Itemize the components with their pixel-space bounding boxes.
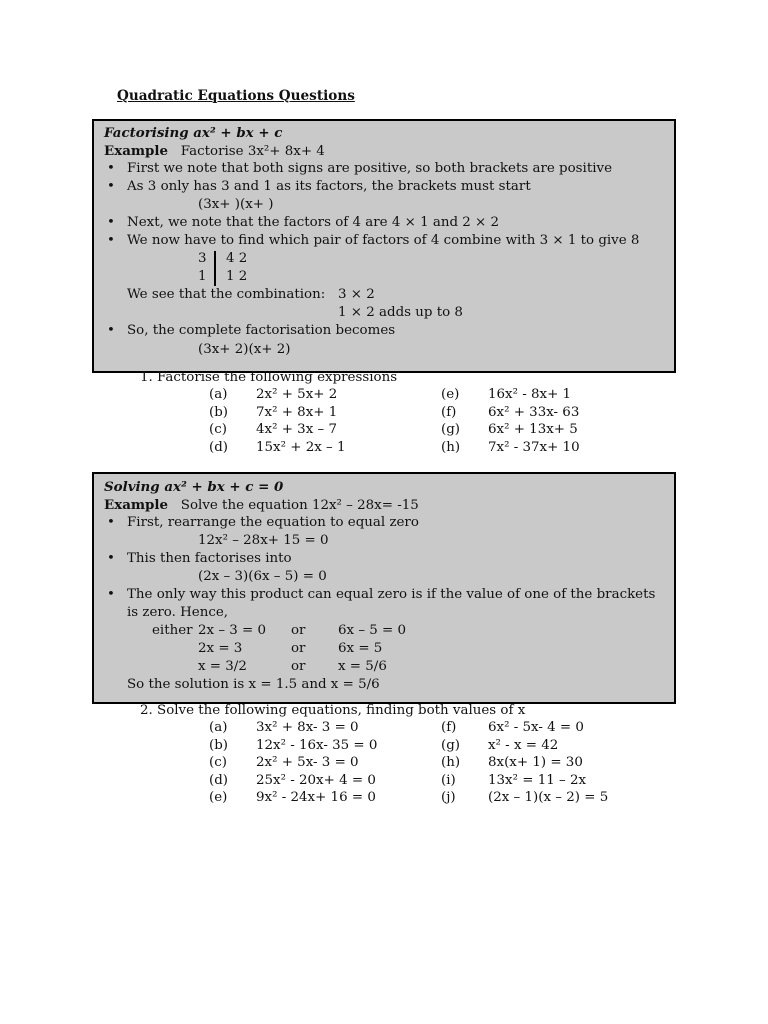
box2-bullet-1: • First, rearrange the equation to equal zero	[127, 514, 419, 532]
question-item-label: (e)	[441, 387, 460, 402]
question-item-expression: 3x² + 8x- 3 = 0	[256, 720, 359, 735]
box2-bullet-2: • This then factorises into	[127, 550, 292, 568]
solve-row-2-right: 6x = 5	[338, 641, 383, 656]
box1-bracket-start: (3x+ )(x+ )	[198, 197, 274, 212]
box1-bullet-4: • We now have to find which pair of factors of 4 combine with 3 × 1 to give 8	[127, 232, 639, 250]
question-item-expression: 6x² + 13x+ 5	[488, 422, 578, 437]
question-item-expression: 25x² - 20x+ 4 = 0	[256, 772, 376, 788]
question-item-expression: x² - x = 42	[488, 737, 559, 753]
box1-example-label: Example	[104, 143, 169, 159]
question-item-expression: 2x² + 5x+ 2	[256, 387, 338, 402]
question-item-expression: 12x² - 16x- 35 = 0	[256, 737, 378, 753]
question-item-expression: 2x² + 5x- 3 = 0	[256, 755, 359, 770]
box2-rearranged: 12x² – 28x+ 15 = 0	[198, 533, 329, 548]
box1-bullet-5: • So, the complete factorisation becomes	[127, 322, 395, 340]
question-item-label: (d)	[209, 772, 229, 788]
page-title: Quadratic Equations Questions	[117, 88, 355, 104]
question-item-label: (b)	[209, 404, 229, 420]
factor-table-left-1: 3	[198, 251, 207, 266]
box2-solution: So the solution is x = 1.5 and x = 5/6	[127, 677, 380, 692]
factorising-example-box	[92, 119, 676, 373]
box2-example	[104, 496, 419, 515]
question-item-label: (c)	[209, 422, 227, 437]
combination-2: 1 × 2 adds up to 8	[338, 305, 463, 320]
solve-row-2-or: or	[291, 641, 306, 656]
factor-table-right-2: 1 2	[226, 269, 248, 284]
combination-lead: We see that the combination:	[127, 287, 326, 302]
question-item-label: (b)	[209, 737, 229, 753]
question-item-expression: 8x(x+ 1) = 30	[488, 755, 583, 770]
box2-bullet-3: • The only way this product can equal zero is if the value of one of the brackets	[127, 586, 655, 604]
question-item-label: (h)	[441, 439, 461, 455]
box1-example	[104, 142, 325, 161]
question-item-label: (c)	[209, 755, 227, 770]
solve-row-3-left: x = 3/2	[198, 659, 247, 674]
question-item-label: (g)	[441, 422, 461, 437]
combination-1: 3 × 2	[338, 287, 375, 302]
question-2-prompt: 2. Solve the following equations, finding both values of x	[140, 703, 526, 718]
box2-heading: Solving ax² + bx + c = 0	[104, 479, 284, 495]
question-item-expression: 7x² - 37x+ 10	[488, 439, 580, 455]
box1-bullet-1: • First we note that both signs are positive, so both brackets are positive	[127, 160, 612, 178]
box1-bullet-3: • Next, we note that the factors of 4 are 4 × 1 and 2 × 2	[127, 214, 499, 232]
box2-factorised: (2x – 3)(6x – 5) = 0	[198, 569, 327, 584]
question-item-expression: 6x² - 5x- 4 = 0	[488, 720, 584, 735]
solve-row-1-left: 2x – 3 = 0	[198, 623, 267, 638]
question-item-expression: 6x² + 33x- 63	[488, 404, 580, 420]
box2-example-label: Example	[104, 497, 169, 513]
question-item-label: (f)	[441, 404, 457, 420]
question-item-expression: 16x² - 8x+ 1	[488, 387, 572, 402]
either-label: either	[152, 623, 193, 638]
question-item-label: (d)	[209, 439, 229, 455]
solve-row-1-right: 6x – 5 = 0	[338, 623, 407, 638]
box2-example-text: Solve the equation 12x² – 28x= -15	[180, 498, 419, 513]
box1-final-factorisation: (3x+ 2)(x+ 2)	[198, 342, 291, 357]
box1-bullet-2: • As 3 only has 3 and 1 as its factors, the brackets must start	[127, 178, 531, 196]
factor-table-right-1: 4 2	[226, 251, 248, 266]
question-item-expression: (2x – 1)(x – 2) = 5	[488, 790, 609, 805]
question-item-label: (i)	[441, 772, 456, 788]
question-item-label: (g)	[441, 737, 461, 753]
question-item-expression: 15x² + 2x – 1	[256, 439, 346, 455]
question-1-prompt: 1. Factorise the following expressions	[140, 370, 398, 385]
question-item-label: (h)	[441, 755, 461, 770]
solve-row-2-left: 2x = 3	[198, 641, 243, 656]
question-item-label: (a)	[209, 720, 228, 735]
solve-row-3-right: x = 5/6	[338, 659, 387, 674]
question-item-expression: 9x² - 24x+ 16 = 0	[256, 790, 376, 805]
factor-table-left-2: 1	[198, 269, 207, 284]
box2-bullet-3-cont: is zero. Hence,	[127, 605, 229, 620]
box1-example-text: Factorise 3x²+ 8x+ 4	[180, 144, 325, 159]
question-item-label: (e)	[209, 790, 228, 805]
question-item-expression: 13x² = 11 – 2x	[488, 772, 587, 788]
box1-heading: Factorising ax² + bx + c	[104, 125, 283, 141]
solve-row-1-or: or	[291, 623, 306, 638]
solve-row-3-or: or	[291, 659, 306, 674]
question-item-expression: 4x² + 3x – 7	[256, 422, 337, 437]
question-item-expression: 7x² + 8x+ 1	[256, 404, 338, 420]
question-item-label: (j)	[441, 790, 456, 805]
factor-table-divider	[214, 251, 216, 286]
question-item-label: (f)	[441, 720, 457, 735]
solving-example-box	[92, 472, 676, 704]
question-item-label: (a)	[209, 387, 228, 402]
